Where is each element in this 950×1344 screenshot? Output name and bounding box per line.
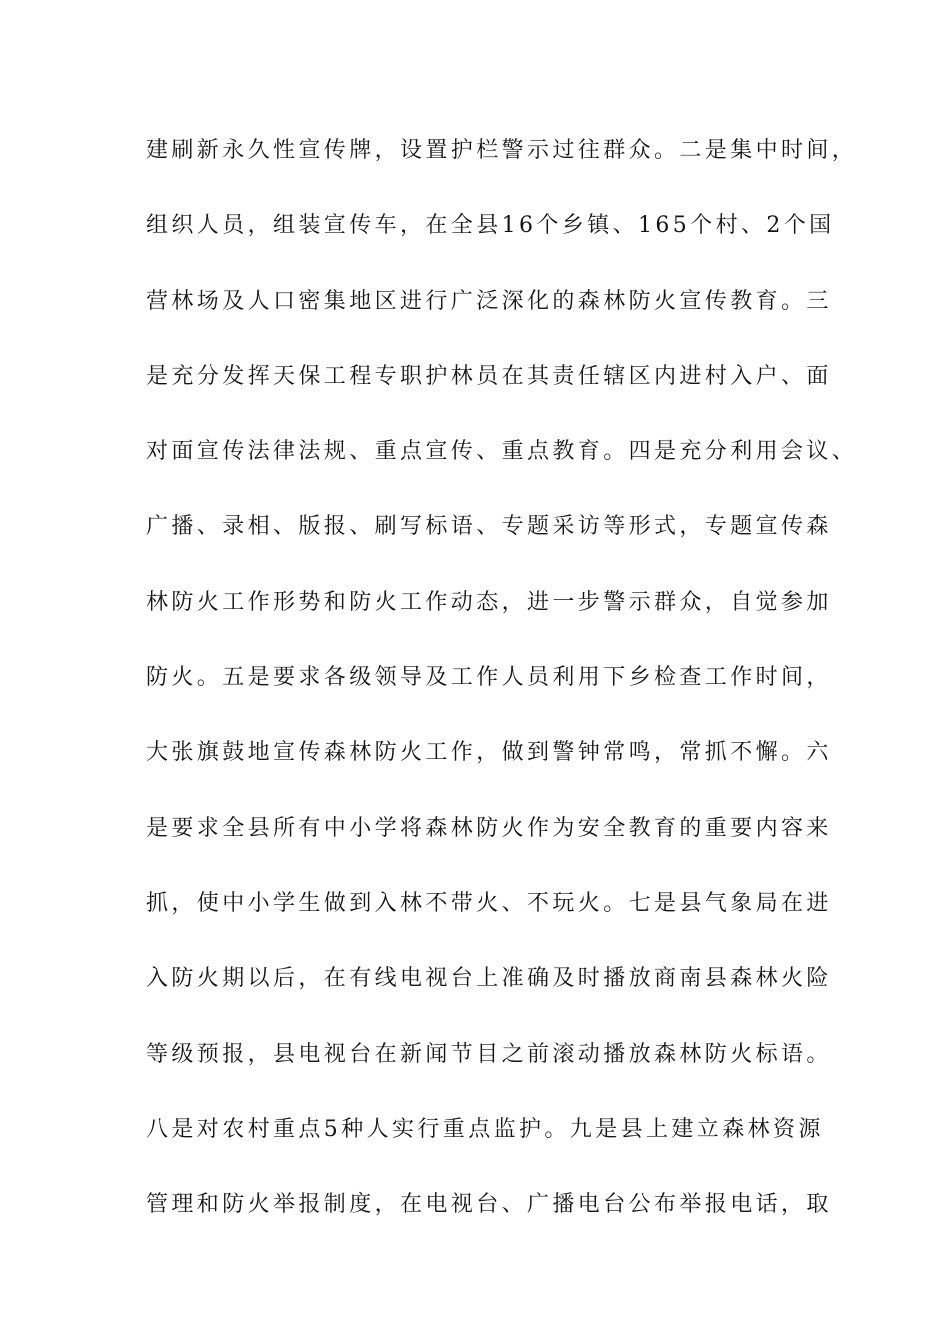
text-line: 是要求全县所有中小学将森林防火作为安全教育的重要内容来 <box>146 815 832 841</box>
text-line: 营林场及人口密集地区进行广泛深化的森林防火宣传教育。三 <box>146 288 832 314</box>
text-line: 广播、录相、版报、刷写标语、专题采访等形式，专题宣传森 <box>146 514 832 540</box>
text-line: 抓，使中小学生做到入林不带火、不玩火。七是县气象局在进 <box>146 890 832 916</box>
text-line: 建刷新永久性宣传牌，设置护栏警示过往群众。二是集中时间， <box>146 138 858 163</box>
body-text <box>146 128 858 1257</box>
text-line: 林防火工作形势和防火工作动态，进一步警示群众，自觉参加 <box>146 589 832 615</box>
text-line: 对面宣传法律法规、重点宣传、重点教育。四是充分利用会议、 <box>146 439 858 465</box>
text-line: 防火。五是要求各级领导及工作人员利用下乡检查工作时间， <box>146 665 832 691</box>
text-line: 等级预报，县电视台在新闻节目之前滚动播放森林防火标语。 <box>146 1041 832 1067</box>
text-line: 管理和防火举报制度，在电视台、广播电台公布举报电话，取 <box>146 1192 832 1218</box>
text-line: 入防火期以后，在有线电视台上准确及时播放商南县森林火险 <box>146 966 832 992</box>
text-line: 组织人员，组装宣传车，在全县16个乡镇、165个村、2个国 <box>146 213 835 239</box>
text-line: 八是对农村重点5种人实行重点监护。九是县上建立森林资源 <box>146 1116 824 1142</box>
text-line: 是充分发挥天保工程专职护林员在其责任辖区内进村入户、面 <box>146 363 832 389</box>
text-line: 大张旗鼓地宣传森林防火工作，做到警钟常鸣，常抓不懈。六 <box>146 740 832 766</box>
